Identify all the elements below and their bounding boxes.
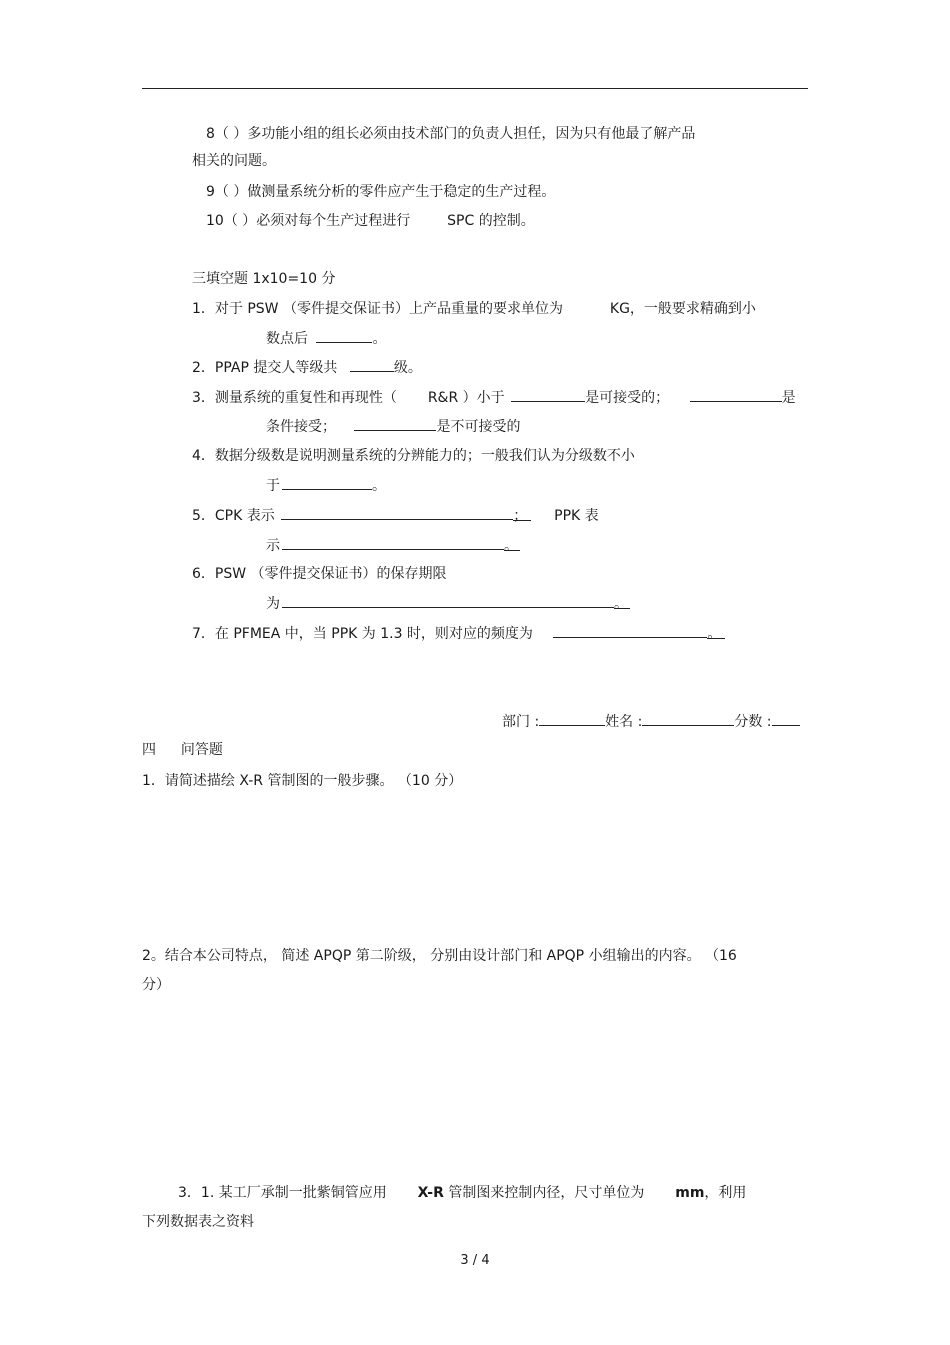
header-rule [142,88,808,89]
fill-q5-blank-cpk[interactable] [281,505,513,520]
fill-q3-line2 [266,416,520,437]
fill-q1-line2 [266,328,386,349]
info-line [502,711,800,732]
fill-q3-blank-1[interactable] [511,387,585,402]
fill-q1-end: 。 [372,331,387,347]
dept-label: 部门 : [502,714,540,730]
fill-q5-semicolon: ； [513,506,531,521]
fill-q3-accept: 是可接受的； [585,390,670,406]
fill-q2-blank[interactable] [350,357,394,372]
question-8-line2: 相关的问题。 [192,153,276,169]
fill-q6-text: 为 [266,596,280,612]
qa-question-2-line1: 2。结合本公司特点， 简述 APQP 第二阶级， 分别由设计部门和 APQP 小组输出的内容。 （16 [142,948,737,964]
fill-q6-blank[interactable] [282,593,614,608]
question-8-line1: 8（ ）多功能小组的组长必须由技术部门的负责人担任，因为只有他最了解产品 [206,126,696,142]
fill-q1-unit: KG，一般要求精确到小 [609,301,756,317]
fill-q3-blank-2[interactable] [690,387,782,402]
fill-q3-rr: R&R ）小于 [427,390,505,406]
fill-q3-blank-3[interactable] [354,416,436,431]
fill-q3-line1 [192,387,796,408]
section-qa-title: 问答题 [180,742,223,758]
fill-q2 [192,357,422,378]
fill-q5-line1 [192,505,599,526]
fill-q2-text: 2．PPAP 提交人等级共 [192,360,338,376]
fill-q4-line2 [266,475,386,496]
fill-q7 [192,623,725,644]
fill-q4-line1: 4．数据分级数是说明测量系统的分辨能力的；一般我们认为分级数不小 [192,448,635,464]
fill-q5-line2 [266,535,520,556]
fill-q4-text: 于 [266,478,280,494]
fill-q5-ppk-text: PPK 表 [554,508,599,524]
dept-field[interactable] [539,711,605,726]
fill-q7-end: 。 [707,624,725,639]
qa-question-3-line1 [178,1183,746,1203]
qa-question-3-text: 3．1. 某工厂承制一批紫铜管应用 [178,1185,387,1201]
score-label: 分数 : [734,714,772,730]
fill-q1-blank[interactable] [316,328,372,343]
fill-q7-blank[interactable] [553,623,707,638]
section-qa-number: 四 [142,742,156,758]
page-number: 3 / 4 [460,1253,490,1268]
fill-q5-blank-ppk[interactable] [282,535,504,550]
fill-q1-decimal-text: 数点后 [266,331,308,347]
fill-q1-text: 1．对于 PSW （零件提交保证书）上产品重量的要求单位为 [192,301,563,317]
fill-q6-end: 。 [614,596,628,612]
fill-q6-line1: 6．PSW （零件提交保证书）的保存期限 [192,566,447,582]
fill-q5-end: 。 [504,538,518,554]
fill-q3-conditional: 条件接受； [266,419,336,435]
score-field[interactable] [772,711,800,726]
question-9: 9（ ）做测量系统分析的零件应产生于稳定的生产过程。 [206,184,556,200]
qa-question-3-text-3: ，利用 [704,1185,747,1201]
fill-q4-end: 。 [372,478,386,494]
fill-q5-cpk-text: 5．CPK 表示 [192,508,275,524]
fill-q7-text: 7．在 PFMEA 中，当 PPK 为 1.3 时，则对应的频度为 [192,626,533,642]
fill-q6-line2 [266,593,630,614]
question-10 [206,211,535,231]
name-field[interactable] [642,711,734,726]
fill-q3-text: 3．测量系统的重复性和再现性（ [192,390,397,406]
qa-question-3-text-2: 管制图来控制内径，尺寸单位为 [448,1185,645,1201]
section-fill-in-heading: 三填空题 1x10=10 分 [192,271,336,287]
question-10-text: 10（ ）必须对每个生产过程进行 [206,213,411,229]
fill-q3-reject: 是不可接受的 [436,419,521,435]
qa-question-2-line2: 分） [142,977,170,993]
question-10-spc: SPC 的控制。 [447,213,535,229]
fill-q3-is: 是 [781,390,796,406]
qa-question-1: 1．请简述描绘 X-R 管制图的一般步骤。 （10 分） [142,773,463,789]
section-qa-heading [142,740,223,760]
fill-q5-ppk-text-2: 示 [266,538,280,554]
fill-q4-blank[interactable] [282,475,372,490]
fill-q1-line1 [192,299,756,319]
qa-question-3-mm: mm [675,1185,705,1201]
fill-q2-end: 级。 [393,360,422,376]
qa-question-3-xr: X-R [417,1185,444,1201]
name-label: 姓名 : [605,714,643,730]
qa-question-3-line2: 下列数据表之资料 [142,1214,254,1230]
